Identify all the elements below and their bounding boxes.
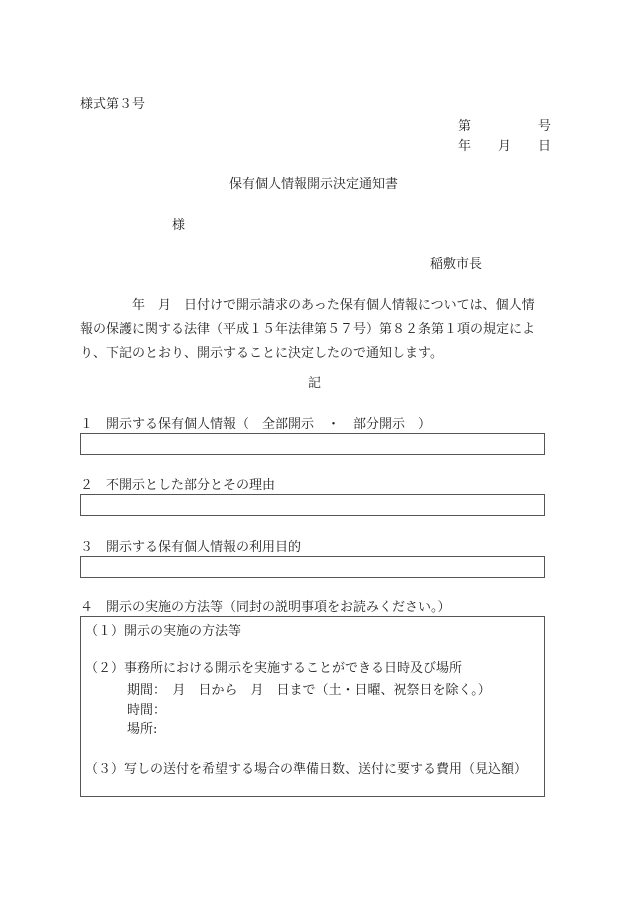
document-number-suffix: 号 [538, 119, 552, 134]
date-day-label: 日 [538, 139, 552, 154]
section-4-place: 場所: [127, 722, 158, 737]
section-2-label: ２ 不開示とした部分とその理由 [80, 478, 276, 493]
section-4-item-2: （２）事務所における開示を実施することができる日時及び場所 [85, 661, 463, 676]
date-month-label: 月 [498, 139, 512, 154]
notice-body [80, 294, 554, 366]
addressee-suffix: 様 [172, 218, 186, 233]
section-3-label: ３ 開示する保有個人情報の利用目的 [80, 540, 302, 555]
section-3-field[interactable] [80, 556, 545, 578]
notice-body-line: 年 月 日付けで開示請求のあった保有個人情報については、個人情 [80, 298, 535, 313]
document-number-prefix: 第 [458, 119, 472, 134]
section-4-period: 期間： 月 日から 月 日まで（土・日曜、祝祭日を除く。） [127, 683, 491, 698]
section-4-label: ４ 開示の実施の方法等（同封の説明事項をお読みください。） [80, 600, 451, 615]
date-year-label: 年 [458, 139, 472, 154]
section-4-time: 時間： [127, 703, 167, 718]
notice-body-line: り、下記のとおり、開示することに決定したので通知します。 [80, 346, 443, 361]
section-1-label: １ 開示する保有個人情報（ 全部開示 ・ 部分開示 ） [80, 417, 432, 432]
issuer-name: 稲敷市長 [430, 257, 483, 272]
section-4-item-3: （３）写しの送付を希望する場合の準備日数、送付に要する費用（見込額） [85, 762, 528, 777]
document-title: 保有個人情報開示決定通知書 [229, 177, 399, 192]
ki-heading: 記 [308, 376, 322, 391]
section-4-box [80, 616, 545, 797]
section-1-field[interactable] [80, 433, 545, 455]
section-2-field[interactable] [80, 494, 545, 516]
notice-body-line: 報の保護に関する法律（平成１５年法律第５７号）第８２条第１項の規定によ [80, 322, 536, 337]
form-number: 様式第３号 [80, 97, 146, 112]
section-4-item-1: （１）開示の実施の方法等 [85, 624, 242, 639]
